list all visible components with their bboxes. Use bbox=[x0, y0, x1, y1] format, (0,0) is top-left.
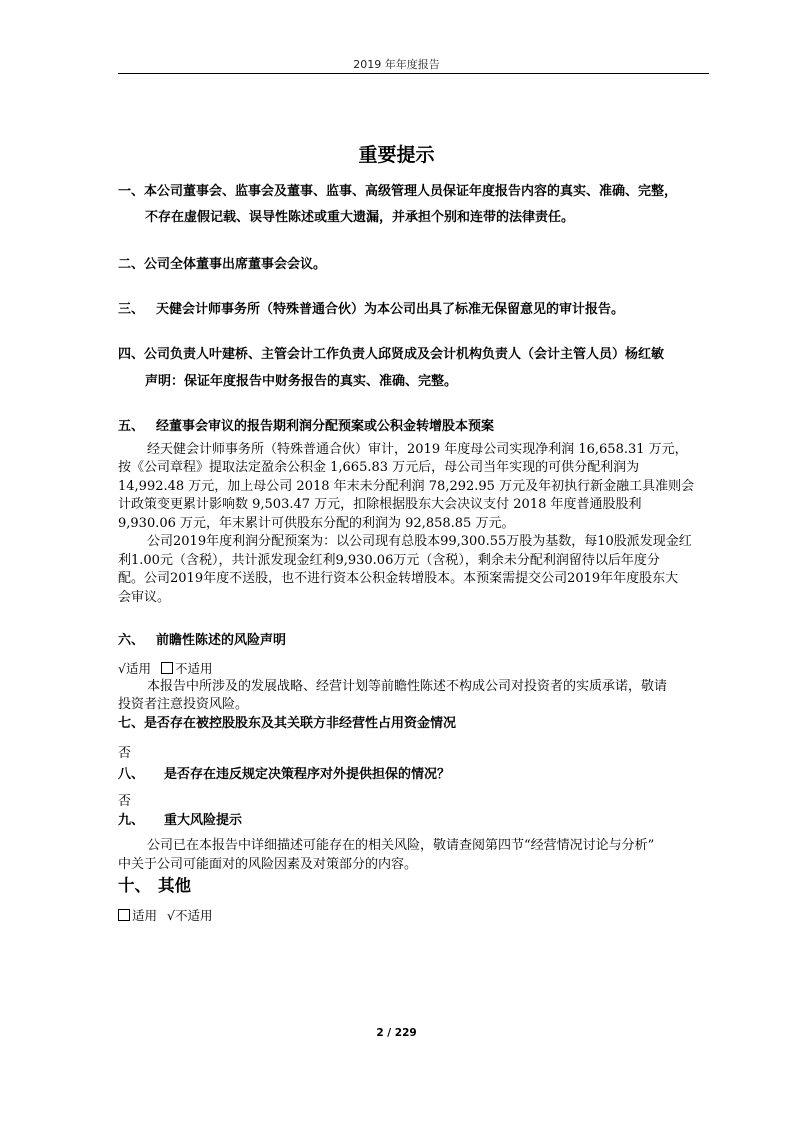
para-line: 配。公司2019年度不送股，也不进行资本公积金转增股本。本预案需提交公司2019年年度股东大 bbox=[118, 571, 679, 586]
section-8-heading bbox=[118, 766, 450, 784]
answer-text: 否 bbox=[118, 746, 132, 761]
section-text: 重大风险提示 bbox=[164, 813, 243, 828]
section-1 bbox=[118, 183, 677, 201]
section-text: 本公司董事会、监事会及董事、监事、高级管理人员保证年度报告内容的真实、准确、完整， bbox=[144, 184, 678, 199]
not-applicable-label: 不适用 bbox=[174, 908, 213, 923]
section-number: 八、 bbox=[118, 767, 145, 782]
para-line: 公司已在本报告中详细描述可能存在的相关风险，敬请查阅第四节“经营情况讨论与分析” bbox=[147, 838, 655, 853]
para-line: 计政策变更累计影响数 9,503.47 万元，扣除根据股东大会决议支付 2018 年度普通股股利 bbox=[118, 497, 642, 512]
section-text: 公司全体董事出席董事会会议。 bbox=[144, 257, 327, 272]
applicable-label: 适用 bbox=[132, 908, 158, 923]
section-4-cont: 声明：保证年度报告中财务报告的真实、准确、完整。 bbox=[145, 374, 458, 389]
page-number: 2 / 229 bbox=[376, 1027, 417, 1039]
empty-checkbox-icon bbox=[118, 909, 130, 921]
section-3 bbox=[118, 301, 624, 319]
section-number: 六、 bbox=[118, 633, 145, 648]
section-text: 前瞻性陈述的风险声明 bbox=[156, 633, 287, 648]
section-number: 七、 bbox=[118, 716, 145, 731]
section-number: 四、 bbox=[118, 347, 145, 362]
section-2 bbox=[118, 256, 326, 274]
para-line: 9,930.06 万元，年末累计可供股东分配的利润为 92,858.85 万元。 bbox=[118, 516, 515, 531]
check-mark-icon: √ bbox=[167, 908, 175, 923]
section-text: 是否存在被控股股东及其关联方非经营性占用资金情况 bbox=[144, 716, 457, 731]
header-divider bbox=[118, 73, 709, 74]
section-number: 二、 bbox=[118, 257, 145, 272]
section-7-heading bbox=[118, 715, 456, 733]
section-10-heading bbox=[118, 876, 191, 896]
section-1-cont: 不存在虚假记载、误导性陈述或重大遗漏，并承担个别和连带的法律责任。 bbox=[145, 210, 575, 225]
section-text: 天健会计师事务所（特殊普通合伙）为本公司出具了标准无保留意见的审计报告。 bbox=[156, 302, 625, 317]
page-header: 2019 年年度报告 bbox=[353, 58, 440, 71]
section-4 bbox=[118, 346, 664, 364]
para-line: 14,992.48 万元，加上母公司 2018 年末未分配利润 78,292.95 万元及年初执行新金融工具准则会 bbox=[118, 479, 695, 494]
section-text: 公司负责人叶建桥、主管会计工作负责人邱贤成及会计机构负责人（会计主管人员）杨红敏 bbox=[144, 347, 665, 362]
para-line: 中关于公司可能面对的风险因素及对策部分的内容。 bbox=[118, 857, 418, 872]
para-line: 按《公司章程》提取法定盈余公积金 1,665.83 万元后，母公司当年实现的可供分配利润为 bbox=[118, 460, 640, 475]
empty-checkbox-icon bbox=[161, 662, 173, 674]
para-line: 经天健会计师事务所（特殊普通合伙）审计，2019 年度母公司实现净利润 16,658.31 万元， bbox=[147, 442, 688, 457]
section-6-heading bbox=[118, 632, 286, 650]
check-mark-icon: √ bbox=[118, 661, 126, 676]
section-text: 是否存在违反规定决策程序对外提供担保的情况？ bbox=[164, 767, 451, 782]
applicable-label: 适用 bbox=[125, 661, 151, 676]
para-line: 会审议。 bbox=[118, 590, 171, 605]
page-title: 重要提示 bbox=[358, 144, 435, 166]
section-text: 经董事会审议的报告期利润分配预案或公积金转增股本预案 bbox=[156, 419, 495, 434]
section-5-heading bbox=[118, 418, 494, 436]
not-applicable-label: 不适用 bbox=[174, 661, 213, 676]
para-line: 本报告中所涉及的发展战略、经营计划等前瞻性陈述不构成公司对投资者的实质承诺，敬请 bbox=[147, 679, 668, 694]
para-line: 公司2019年度利润分配预案为：以公司现有总股本99,300.55万股为基数，每10股派发现金红 bbox=[147, 534, 692, 549]
para-line: 投资者注意投资风险。 bbox=[118, 697, 249, 712]
applicability-row bbox=[118, 659, 212, 677]
section-text: 其他 bbox=[158, 876, 191, 895]
answer-text: 否 bbox=[118, 794, 132, 809]
section-number: 三、 bbox=[118, 302, 145, 317]
applicability-row bbox=[118, 906, 212, 924]
section-number: 一、 bbox=[118, 184, 145, 199]
para-line: 利1.00元（含税），共计派发现金红利9,930.06万元（含税），剩余未分配利润留待以后年度分 bbox=[118, 553, 660, 568]
section-number: 十、 bbox=[118, 876, 151, 895]
section-number: 九、 bbox=[118, 813, 145, 828]
section-number: 五、 bbox=[118, 419, 145, 434]
section-9-heading bbox=[118, 812, 242, 830]
